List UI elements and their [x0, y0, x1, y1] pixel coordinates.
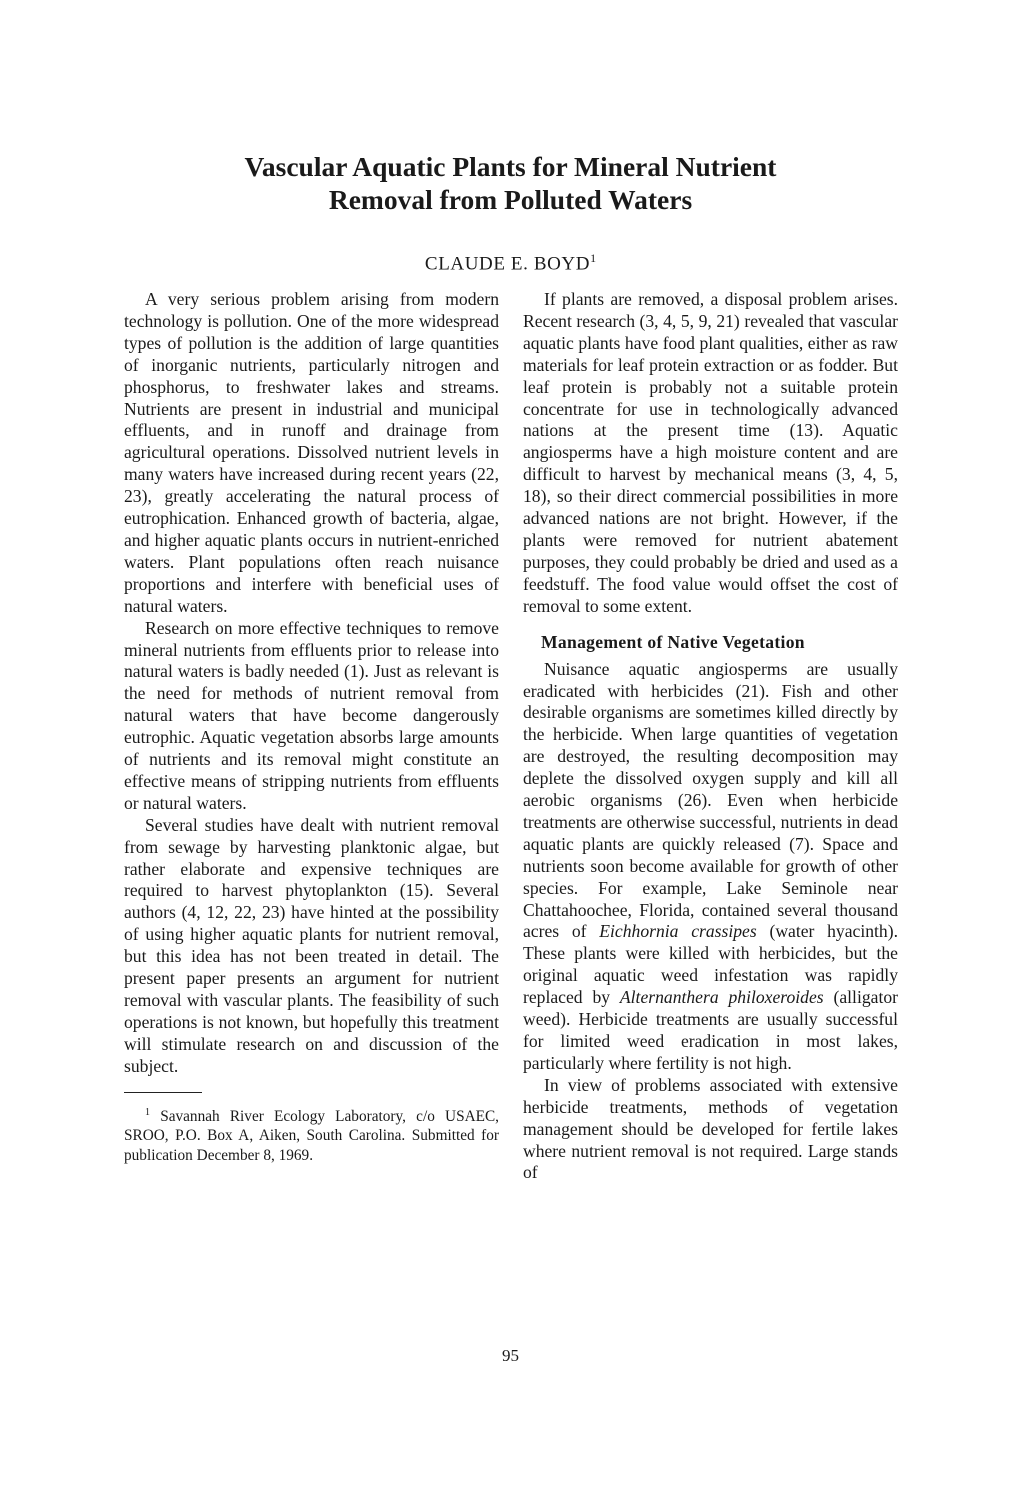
left-paragraph-2: Research on more effective techniques to remove mineral nutrients from effluents prior to release into natural waters is badly needed (1). Just as relevant is the need for methods of nutrient removal from natural waters that have become dangerously eutrophic. Aquatic vegetation absorbs large amounts of nutrients and its removal might constitute an effective means of stripping nutrients from effluents or natural waters.: [124, 617, 499, 813]
author-footnote-mark: 1: [590, 251, 597, 265]
p2-text-b: (water hyacinth). These plants were killed with herbicides, but the original aquatic weed infestation was rapidly replaced by: [523, 921, 898, 1008]
page-number: 95: [502, 1346, 519, 1365]
footnote-mark: 1: [145, 1106, 150, 1118]
right-paragraph-3: In view of problems associated with extensive herbicide treatments, methods of vegetation management should be developed for fertile lakes where nutrient removal is not required. Large stands of: [523, 1074, 898, 1183]
right-paragraph-2: [523, 659, 898, 1075]
footnote: [124, 1103, 499, 1166]
footnote-rule: [124, 1092, 202, 1093]
species-name-eichhornia: Eichhornia crassipes: [599, 921, 757, 942]
p2-text-a: Nuisance aquatic angiosperms are usually eradicated with herbicides (21). Fish and other desirable organisms are sometimes killed directly by the herbicide. When large quantities of vegetation are destroyed, the resulting decomposition may deplete the dissolved oxygen supply and kill all aerobic organisms (26). Even when herbicide treatments are otherwise successful, nutrients in dead aquatic plants are quickly released (7). Space and nutrients soon become available for growth of other species. For example, Lake Seminole near Chattahoochee, Florida, contained several thousand acres of: [523, 658, 898, 942]
p2-text-c: (alligator weed). Herbicide treatments are usually successful for limited weed eradication in most lakes, particularly where fertility is not high.: [523, 987, 898, 1073]
left-column: [124, 289, 499, 1165]
article-title: [0, 150, 1021, 216]
author-name: CLAUDE E. BOYD: [424, 253, 591, 275]
left-paragraph-1: A very serious problem arising from modern technology is pollution. One of the more widespread types of pollution is the addition of large quantities of inorganic nutrients, particularly nitrogen and phosphorus, to freshwater lakes and streams. Nutrients are present in industrial and municipal effluents, and in runoff and drainage from agricultural operations. Dissolved nutrient levels in many waters have increased during recent years (22, 23), greatly accelerating the natural process of eutrophication. Enhanced growth of bacteria, algae, and higher aquatic plants occurs in nutrient-enriched waters. Plant populations often reach nuisance proportions and interfere with beneficial uses of natural waters.: [124, 289, 499, 616]
right-paragraph-1: If plants are removed, a disposal problem arises. Recent research (3, 4, 5, 9, 21) revealed that vascular aquatic plants have food plant qualities, either as raw materials for leaf protein extraction or as fodder. But leaf protein is probably not a suitable protein concentrate for use in technologically advanced nations at the present time (13). Aquatic angiosperms have a high moisture content and are difficult to harvest by mechanical means (3, 4, 5, 18), so their direct commercial possibilities in more advanced nations are not bright. However, if the plants were removed for nutrient abatement purposes, they could probably be dried and used as a feedstuff. The food value would offset the cost of removal to some extent.: [523, 289, 898, 616]
section-heading: Management of Native Vegetation: [541, 631, 805, 652]
author-byline: [0, 251, 1021, 275]
species-name-alternanthera: Alternanthera philoxeroides: [619, 987, 824, 1008]
footnote-text: Savannah River Ecology Laboratory, c/o USAEC, SROO, P.O. Box A, Aiken, South Carolina. Submitted for publication December 8, 1969.: [124, 1107, 499, 1164]
left-paragraph-3: Several studies have dealt with nutrient removal from sewage by harvesting planktonic algae, but rather elaborate and expensive techniques are required to harvest phytoplankton (15). Several authors (4, 12, 22, 23) have hinted at the possibility of using higher aquatic plants for nutrient removal, but this idea has not been treated in detail. The present paper presents an argument for nutrient removal with vascular plants. The feasibility of such operations is not known, but hopefully this treatment will stimulate research on and discussion of the subject.: [124, 814, 499, 1076]
title-line-1: Vascular Aquatic Plants for Mineral Nutrient: [244, 151, 777, 182]
right-column: [523, 289, 898, 1184]
title-line-2: Removal from Polluted Waters: [328, 184, 693, 215]
